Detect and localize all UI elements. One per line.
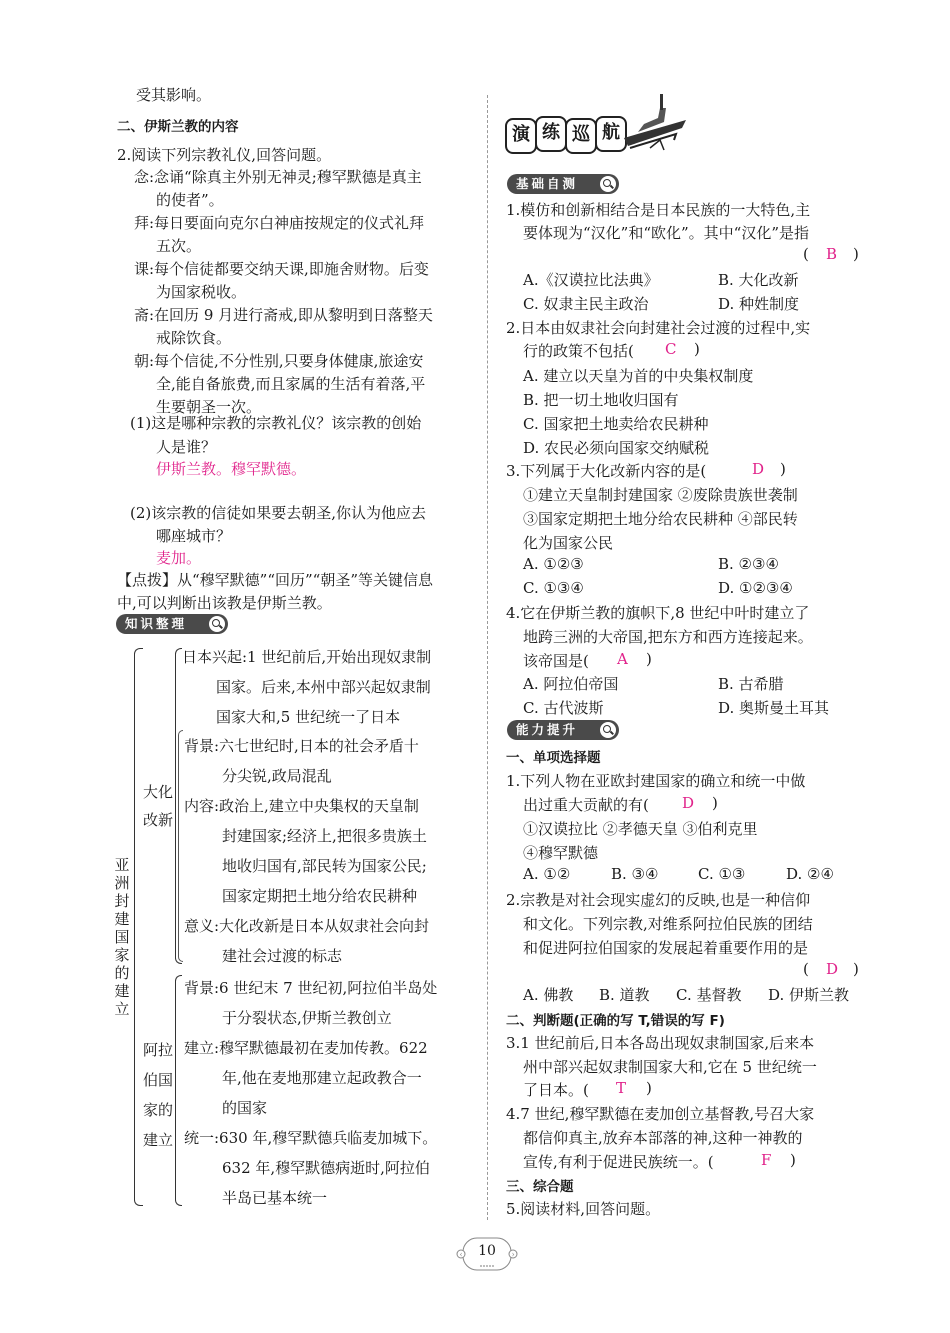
p2-option-a: A. 佛教 <box>523 986 574 1004</box>
svg-text:‹: ‹ <box>459 1250 463 1259</box>
j4-answer: F <box>761 1151 772 1169</box>
q3-stem: 3.下列属于大化改新内容的是( <box>506 462 707 480</box>
q2-stem: 行的政策不包括( <box>523 342 634 360</box>
q3-items: ①建立天皇制封建国家 ②废除贵族世袭制 <box>523 486 798 504</box>
taika-background: 背景:六七世纪时,日本的社会矛盾十 <box>184 737 419 755</box>
sub-question-2: 哪座城市？ <box>156 527 232 545</box>
ritual-line: 朝:每个信徒,不分性别,只要身体健康,旅途安 <box>134 352 424 370</box>
q3-option-c: C. ①③④ <box>523 579 584 597</box>
root-brace <box>134 648 143 1206</box>
q1-option-d: D. 种姓制度 <box>718 295 800 313</box>
svg-text:›: › <box>511 1250 515 1259</box>
japan-rise: 日本兴起:1 世纪前后,开始出现奴隶制 <box>182 648 432 666</box>
sub-question-1: (1)这是哪种宗教的宗教礼仪？该宗教的创始 <box>130 414 422 432</box>
arab-unification: 632 年,穆罕默德病逝时,阿拉伯 <box>222 1159 430 1177</box>
q2-stem: 2.日本由奴隶社会向封建社会过渡的过程中,实 <box>506 319 811 337</box>
tip-text: 中,可以判断出该教是伊斯兰教。 <box>117 594 332 612</box>
q3-answer: D <box>752 460 765 478</box>
banner-char: 航 <box>595 116 627 152</box>
j4-stem: 4.7 世纪,穆罕默德在麦加创立基督教,号召大家 <box>506 1105 815 1123</box>
arab-brace <box>175 975 182 1206</box>
ritual-line: 课:每个信徒都要交纳天课,即施舍财物。后变 <box>134 260 429 278</box>
p1-items: ④穆罕默德 <box>523 844 599 862</box>
section-comprehensive: 三、综合题 <box>506 1179 574 1195</box>
j4-stem: 宣传,有利于促进民族统一。( <box>523 1153 714 1171</box>
taika-brace <box>178 730 183 962</box>
japan-rise: 国家。后来,本州中部兴起奴隶制 <box>216 678 431 696</box>
p2-option-c: C. 基督教 <box>676 986 742 1004</box>
japan-rise: 国家大和,5 世纪统一了日本 <box>216 708 401 726</box>
p1-option-b: B. ③④ <box>611 865 659 883</box>
continued-text: 受其影响。 <box>136 86 212 104</box>
section-true-false: 二、判断题(正确的写 T,错误的写 F) <box>506 1013 725 1029</box>
q4-stem: 地跨三洲的大帝国,把东方和西方连接起来。 <box>523 628 813 646</box>
q2-paren: ) <box>694 340 700 358</box>
banner-char: 巡 <box>565 118 597 154</box>
p2-stem: 和文化。下列宗教,对维系阿拉伯民族的团结 <box>523 915 813 933</box>
q2-option-c: C. 国家把土地卖给农民耕种 <box>523 415 709 433</box>
taika-content: 国家定期把土地分给农民耕种 <box>222 887 418 905</box>
taika-significance: 意义:大化改新是日本从奴隶社会向封 <box>184 917 430 935</box>
p2-stem: 2.宗教是对社会现实虚幻的反映,也是一种信仰 <box>506 891 811 909</box>
q4-paren: ) <box>646 650 652 668</box>
section-title-islam-content: 二、伊斯兰教的内容 <box>117 119 239 135</box>
sub-question-1: 人是谁？ <box>156 438 217 456</box>
banner-char: 练 <box>535 116 567 152</box>
column-divider <box>487 95 488 1220</box>
banner-char: 演 <box>505 118 537 154</box>
q4-option-c: C. 古代波斯 <box>523 699 604 717</box>
q1-stem: 要体现为“汉化”和“欧化”。其中“汉化”是指 <box>523 224 810 242</box>
sub-question-2: (2)该宗教的信徒如果要去朝圣,你认为他应去 <box>130 504 427 522</box>
p1-option-a: A. ①② <box>523 865 571 883</box>
ritual-line: 念:念诵“除真主外别无神灵;穆罕默德是真主 <box>134 168 422 186</box>
tip-text: 【点拨】从“穆罕默德”“回历”“朝圣”等关键信息 <box>117 571 434 589</box>
p1-paren: ) <box>712 794 718 812</box>
j3-stem: 3.1 世纪前后,日本各岛出现奴隶制国家,后来本 <box>506 1034 815 1052</box>
taika-content: 封建国家;经济上,把很多贵族土 <box>222 827 427 845</box>
q4-option-d: D. 奥斯曼土耳其 <box>718 699 830 717</box>
mindmap-root: 亚洲封建国家的建立 <box>114 856 130 1018</box>
basic-self-test-tag <box>507 174 619 194</box>
ability-improvement-label: 能力提升 <box>516 722 579 737</box>
q1-option-b: B. 大化改新 <box>718 271 799 289</box>
taika-content: 地收归国有,部民转为国家公民; <box>222 857 427 875</box>
p2-option-b: B. 道教 <box>599 986 650 1004</box>
j4-stem: 都信仰真主,放弃本部落的神,这种一神教的 <box>523 1129 803 1147</box>
warship-icon <box>620 88 690 154</box>
knowledge-summary-label: 知识整理 <box>125 616 188 631</box>
ritual-line: 生要朝圣一次。 <box>156 398 262 416</box>
p2-option-d: D. 伊斯兰教 <box>768 986 850 1004</box>
p2-stem: 和促进阿拉伯国家的发展起着重要作用的是 <box>523 939 809 957</box>
q2-option-d: D. 农民必须向国家交纳赋税 <box>523 439 710 457</box>
q3-option-b: B. ②③④ <box>718 555 779 573</box>
arab-establishment: 的国家 <box>222 1099 268 1117</box>
p1-answer: D <box>682 794 695 812</box>
ritual-line: 全,能自备旅费,而且家属的生活有着落,平 <box>156 375 426 393</box>
j3-paren: ) <box>646 1079 652 1097</box>
ability-improvement-tag <box>507 720 619 740</box>
q1-option-a: A.《汉谟拉比法典》 <box>523 271 659 289</box>
q2-answer: C <box>665 340 677 358</box>
arab-background: 背景:6 世纪末 7 世纪初,阿拉伯半岛处 <box>184 979 438 997</box>
arab-unification: 半岛已基本统一 <box>222 1189 328 1207</box>
q4-stem: 该帝国是( <box>523 652 589 670</box>
arab-state-label: 阿拉伯国家的建立 <box>143 1041 174 1149</box>
j3-stem: 州中部兴起奴隶制国家大和,它在 5 世纪统一 <box>523 1058 817 1076</box>
q2-option-a: A. 建立以天皇为首的中央集权制度 <box>523 367 754 385</box>
arab-establishment: 年,他在麦地那建立起政教合一 <box>222 1069 422 1087</box>
magnifier-icon <box>600 722 616 738</box>
p2-paren: ( <box>803 960 809 978</box>
ritual-line: 五次。 <box>156 237 202 255</box>
knowledge-summary-tag <box>116 614 228 634</box>
j3-stem: 了日本。( <box>523 1081 589 1099</box>
q3-option-a: A. ①②③ <box>523 555 584 573</box>
taika-significance: 建社会过渡的标志 <box>222 947 343 965</box>
ritual-line: 的使者”。 <box>156 191 224 209</box>
q1-paren: ( <box>803 245 809 263</box>
ritual-line: 拜:每日要面向克尔白神庙按规定的仪式礼拜 <box>134 214 425 232</box>
p1-stem: 出过重大贡献的有( <box>523 796 649 814</box>
answer-1: 伊斯兰教。穆罕默德。 <box>156 460 307 478</box>
page-number: 10 <box>478 1243 496 1259</box>
arab-unification: 统一:630 年,穆罕默德兵临麦加城下。 <box>184 1129 438 1147</box>
magnifier-icon <box>600 176 616 192</box>
j4-paren: ) <box>790 1151 796 1169</box>
q4-stem: 4.它在伊斯兰教的旗帜下,8 世纪中叶时建立了 <box>506 604 810 622</box>
q3-items: ③国家定期把土地分给农民耕种 ④部民转 <box>523 510 798 528</box>
q4-option-a: A. 阿拉伯帝国 <box>523 675 619 693</box>
magnifier-icon <box>209 616 225 632</box>
question-2-stem: 2.阅读下列宗教礼仪,回答问题。 <box>117 146 332 164</box>
q1-option-c: C. 奴隶主民主政治 <box>523 295 649 313</box>
taika-reform-label: 大化改新 <box>143 783 174 829</box>
answer-2: 麦加。 <box>156 549 202 567</box>
ritual-line: 戒除饮食。 <box>156 329 232 347</box>
q1-stem: 1.模仿和创新相结合是日本民族的一大特色,主 <box>506 201 811 219</box>
section-single-choice: 一、单项选择题 <box>506 750 601 766</box>
ritual-line: 斋:在回历 9 月进行斋戒,即从黎明到日落整天 <box>134 306 433 324</box>
basic-self-test-label: 基础自测 <box>516 176 579 191</box>
c5-stem: 5.阅读材料,回答问题。 <box>506 1200 661 1218</box>
page-number-badge <box>455 1236 519 1276</box>
ritual-line: 为国家税收。 <box>156 283 247 301</box>
q4-answer: A <box>617 650 628 668</box>
p1-option-c: C. ①③ <box>698 865 746 883</box>
taika-content: 内容:政治上,建立中央集权的天皇制 <box>184 797 419 815</box>
p1-items: ①汉谟拉比 ②孝德天皇 ③伯利克里 <box>523 820 758 838</box>
arab-establishment: 建立:穆罕默德最初在麦加传教。622 <box>184 1039 428 1057</box>
q4-option-b: B. 古希腊 <box>718 675 784 693</box>
j3-answer: T <box>616 1079 627 1097</box>
q2-option-b: B. 把一切土地收归国有 <box>523 391 679 409</box>
arab-background: 于分裂状态,伊斯兰教创立 <box>222 1009 392 1027</box>
q3-option-d: D. ①②③④ <box>718 579 793 597</box>
q1-answer: B <box>826 245 838 263</box>
q1-paren: ) <box>853 245 859 263</box>
p2-paren: ) <box>853 960 859 978</box>
q3-paren: ) <box>780 460 786 478</box>
p1-stem: 1.下列人物在亚欧封建国家的确立和统一中做 <box>506 772 806 790</box>
p1-option-d: D. ②④ <box>786 865 834 883</box>
p2-answer: D <box>826 960 839 978</box>
q3-items: 化为国家公民 <box>523 534 614 552</box>
taika-background: 分尖锐,政局混乱 <box>222 767 332 785</box>
